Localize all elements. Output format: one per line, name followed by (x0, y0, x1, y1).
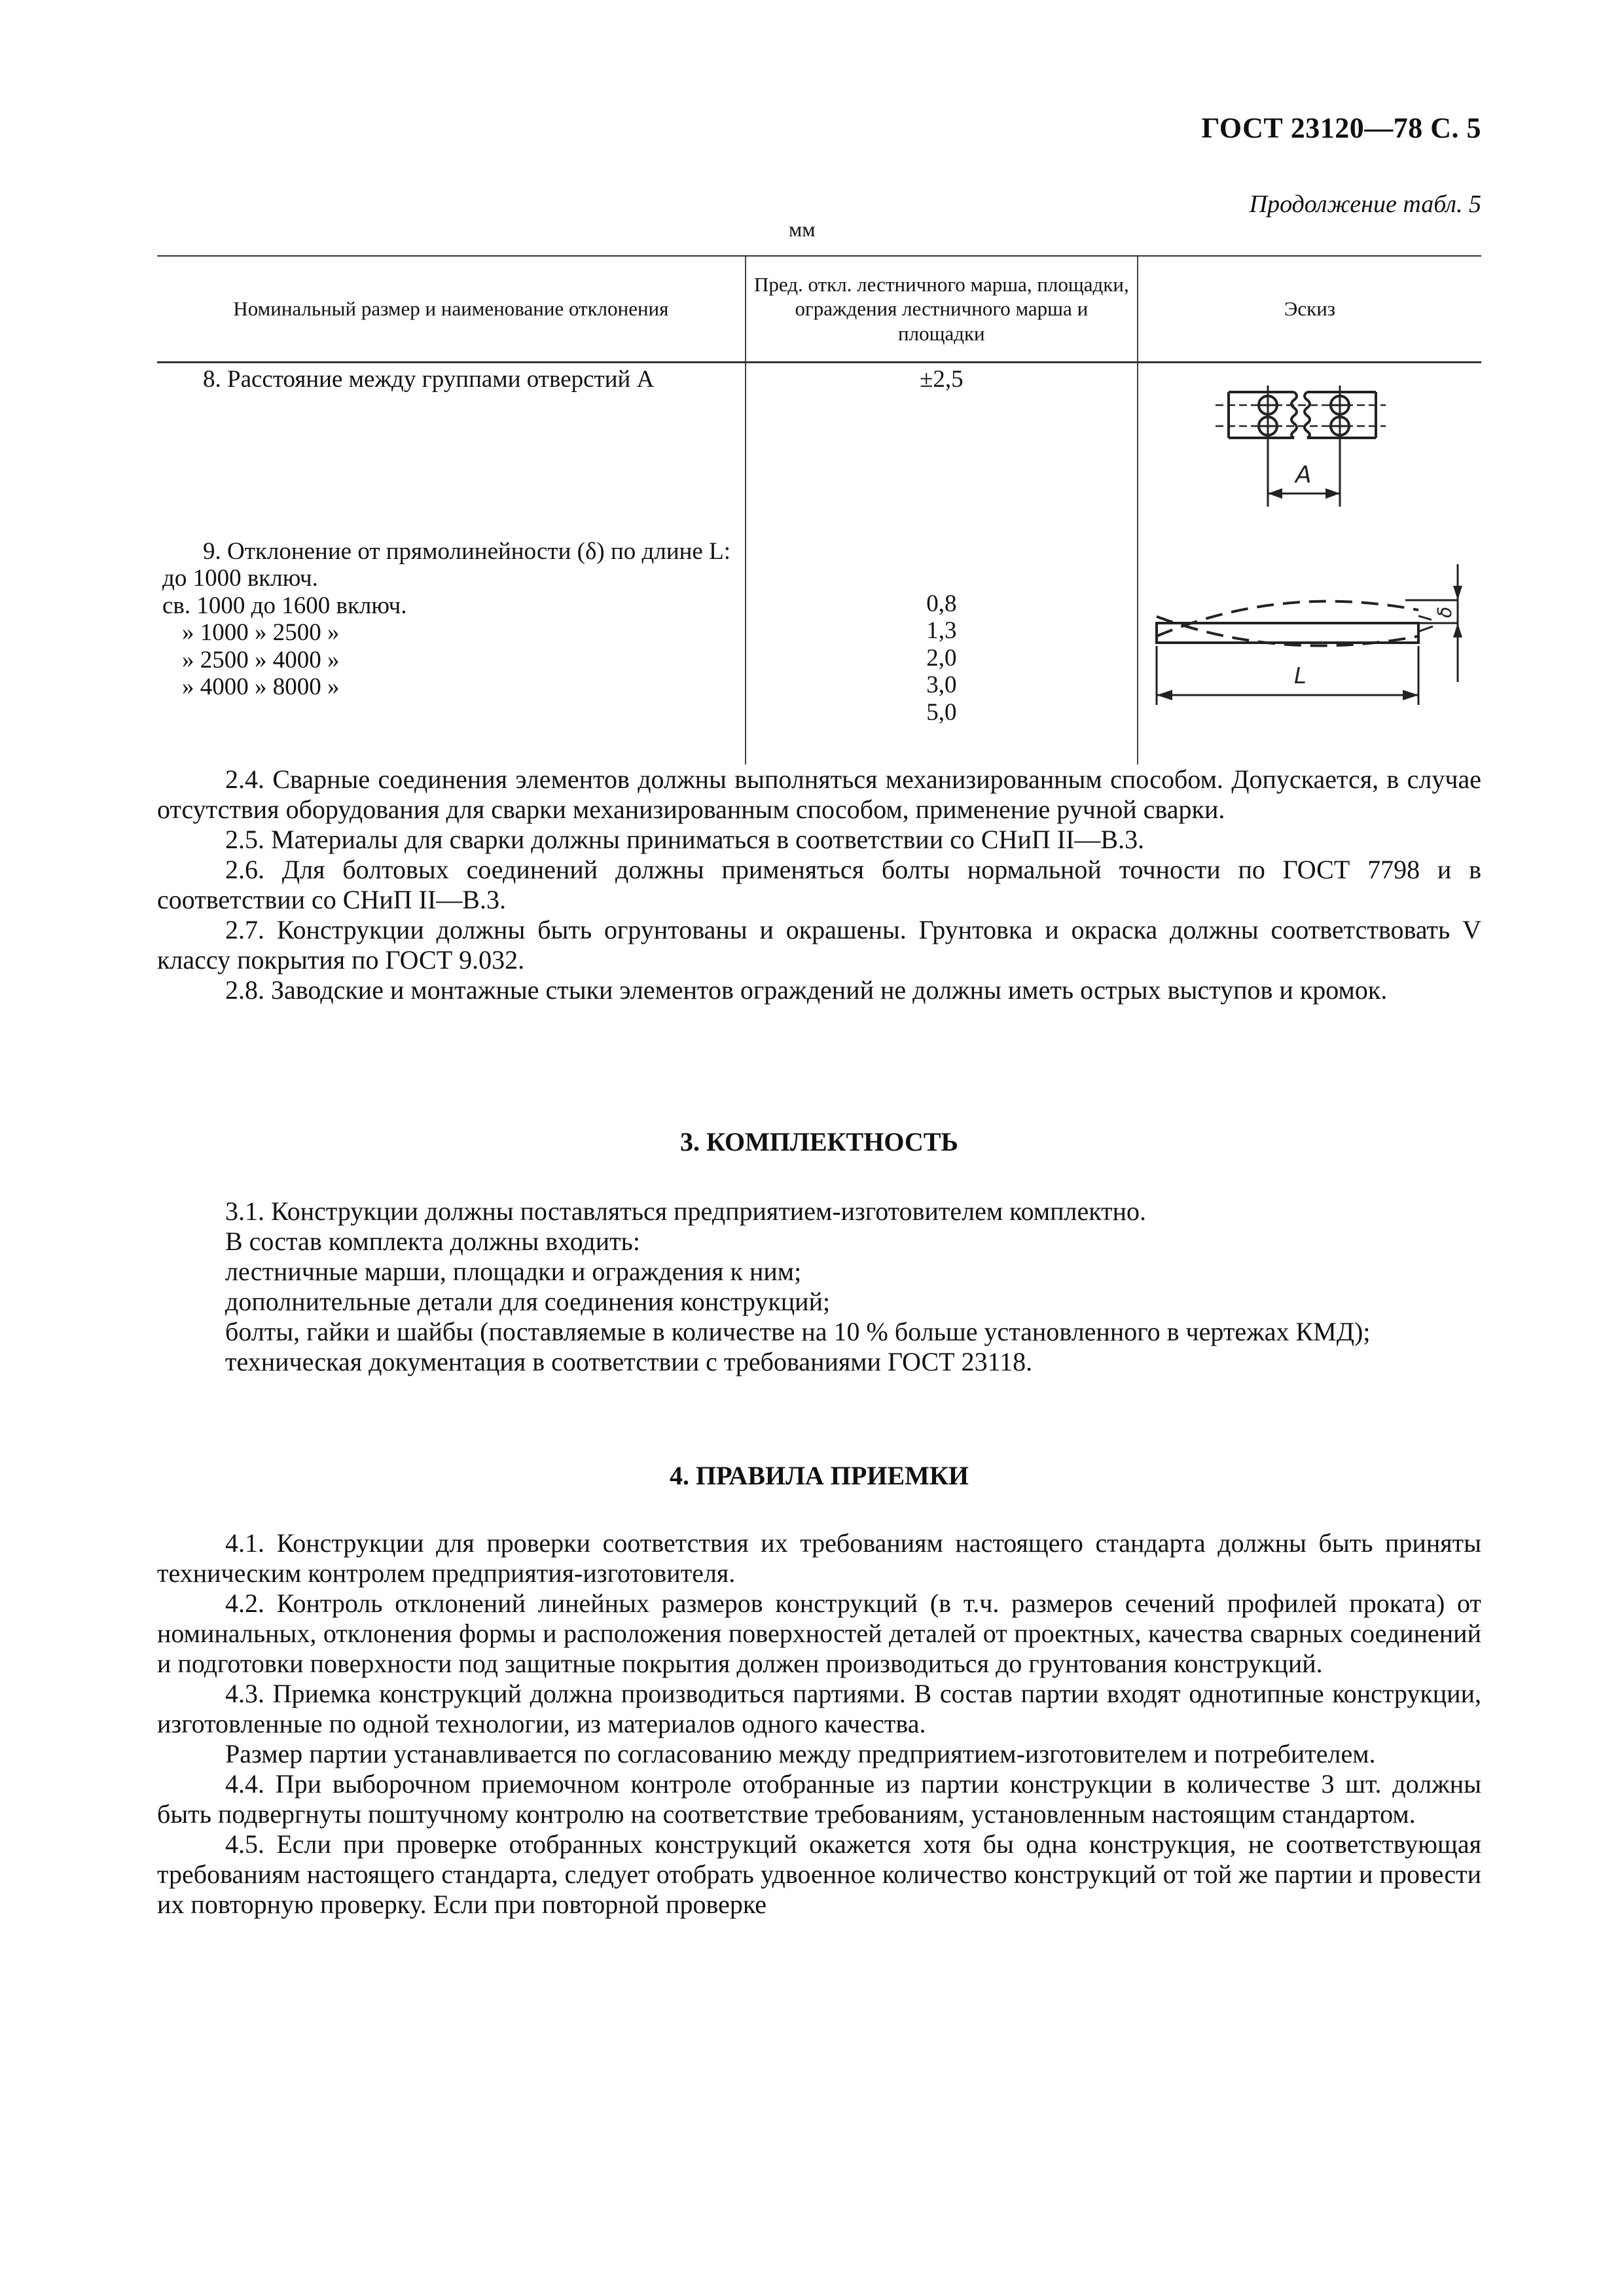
paragraph-4-3: 4.3. Приемка конструкций должна производиться партиями. В состав партии входят однотипные конструкции, изготовленные по одной технологии, из материалов одного качества. (157, 1679, 1481, 1738)
row-value: 0,8 (926, 590, 957, 617)
row-value: ±2,5 (920, 366, 964, 393)
section-3 (157, 1127, 1481, 1157)
section-4 (157, 1461, 1481, 1491)
hole-groups-drawing (1144, 366, 1471, 523)
paragraph-2-5: 2.5. Материалы для сварки должны приниматься в соответствии со СНиП II—В.3. (225, 825, 1145, 854)
table-header-row (157, 256, 1481, 363)
row-sub-item: св. 1000 до 1600 включ. (162, 592, 407, 619)
sketch-label-l: L (1293, 663, 1307, 689)
row-sub-item: » 1000 » 2500 » (182, 619, 340, 647)
sketch-label-a: A (1295, 461, 1312, 488)
paragraph-4-5: 4.5. Если при проверке отобранных конструкций окажется хотя бы одна конструкция, не соответствующая требованиям настоящего стандарта, следует отобрать удвоенное количество конструкций от той же партии и провести их повторную проверку. Если при повторной проверке (157, 1829, 1481, 1919)
paragraph-4-3-b: Размер партии устанавливается по согласованию между предприятием-изготовителем и потребителем. (225, 1739, 1376, 1768)
paragraph-4-1: 4.1. Конструкции для проверки соответствия их требованиям настоящего стандарта должны быть приняты техническим контролем предприятия-изготовителя. (157, 1528, 1481, 1588)
section-3-text (157, 1196, 1481, 1377)
section-4-title: 4. ПРАВИЛА ПРИЕМКИ (669, 1461, 969, 1490)
row-sub-item: » 4000 » 8000 » (182, 673, 340, 701)
paragraph-3-1-d: болты, гайки и шайбы (поставляемые в количестве на 10 % больше установленного в чертежах КМД); (225, 1317, 1371, 1346)
paragraph-2-4: 2.4. Сварные соединения элементов должны выполняться механизированным способом. Допускается, в случае отсутствия оборудования для сварки механизированным способом, применение ручной сварки. (157, 764, 1481, 824)
paragraph-2-6: 2.6. Для болтовых соединений должны применяться болты нормальной точности по ГОСТ 7798 и в соответствии со СНиП II—В.3. (157, 855, 1481, 914)
section-2-text (157, 764, 1481, 1005)
table-row (157, 535, 1481, 764)
row-sub-item: » 2500 » 4000 » (182, 646, 340, 673)
row-title: 9. Отклонение от прямолинейности (δ) по длине L: (203, 538, 730, 565)
column-header-deviation: Пред. откл. лестничного марша, площадки, ограждения лестничного марша и площадки (746, 256, 1138, 363)
paragraph-4-2: 4.2. Контроль отклонений линейных размеров конструкций (в т.ч. размеров сечений профилей проката) от номинальных, отклонения формы и расположения поверхностей деталей от проектных, качества сварных соединений и подготовки поверхности под защитные покрытия должен производиться до грунтования конструкций. (157, 1588, 1481, 1678)
table-continuation-note: Продолжение табл. 5 (1249, 190, 1481, 218)
paragraph-4-4: 4.4. При выборочном приемочном контроле отобранные из партии конструкции в количестве 3 шт. должны быть подвергнуты поштучному контролю на соответствие требованиям, установленным настоящим стандартом. (157, 1769, 1481, 1829)
row-value: 1,3 (926, 617, 957, 645)
row-value: 2,0 (926, 644, 957, 672)
paragraph-2-7: 2.7. Конструкции должны быть огрунтованы и окрашены. Грунтовка и окраска должны соответствовать V классу покрытия по ГОСТ 9.032. (157, 915, 1481, 975)
table-row (157, 363, 1481, 536)
paragraph-3-1-b: лестничные марши, площадки и ограждения к ним; (225, 1257, 802, 1286)
sketch-straightness (1138, 535, 1481, 764)
paragraph-3-1-c: дополнительные детали для соединения конструкций; (225, 1287, 831, 1316)
section-3-title: 3. КОМПЛЕКТНОСТЬ (680, 1127, 958, 1157)
column-header-size: Номинальный размер и наименование отклонения (157, 256, 746, 363)
row-title: 8. Расстояние между группами отверстий А (203, 366, 655, 393)
sketch-label-delta: δ (1433, 606, 1456, 618)
paragraph-3-1-a: В состав комплекта должны входить: (225, 1227, 641, 1256)
tolerance-table (157, 255, 1481, 764)
row-sub-item: до 1000 включ. (162, 565, 318, 592)
table-unit: мм (789, 217, 816, 241)
sketch-hole-groups (1138, 363, 1481, 536)
straightness-drawing (1144, 538, 1471, 709)
column-header-sketch: Эскиз (1138, 256, 1481, 363)
paragraph-2-8: 2.8. Заводские и монтажные стыки элементов ограждений не должны иметь острых выступов и кромок. (225, 975, 1388, 1005)
page-header: ГОСТ 23120—78 С. 5 (1201, 112, 1481, 144)
section-4-text (157, 1528, 1481, 1920)
paragraph-3-1-e: техническая документация в соответствии с требованиями ГОСТ 23118. (225, 1347, 1033, 1376)
row-value: 3,0 (926, 672, 957, 699)
row-value: 5,0 (926, 698, 957, 726)
paragraph-3-1: 3.1. Конструкции должны поставляться предприятием-изготовителем комплектно. (225, 1196, 1147, 1226)
